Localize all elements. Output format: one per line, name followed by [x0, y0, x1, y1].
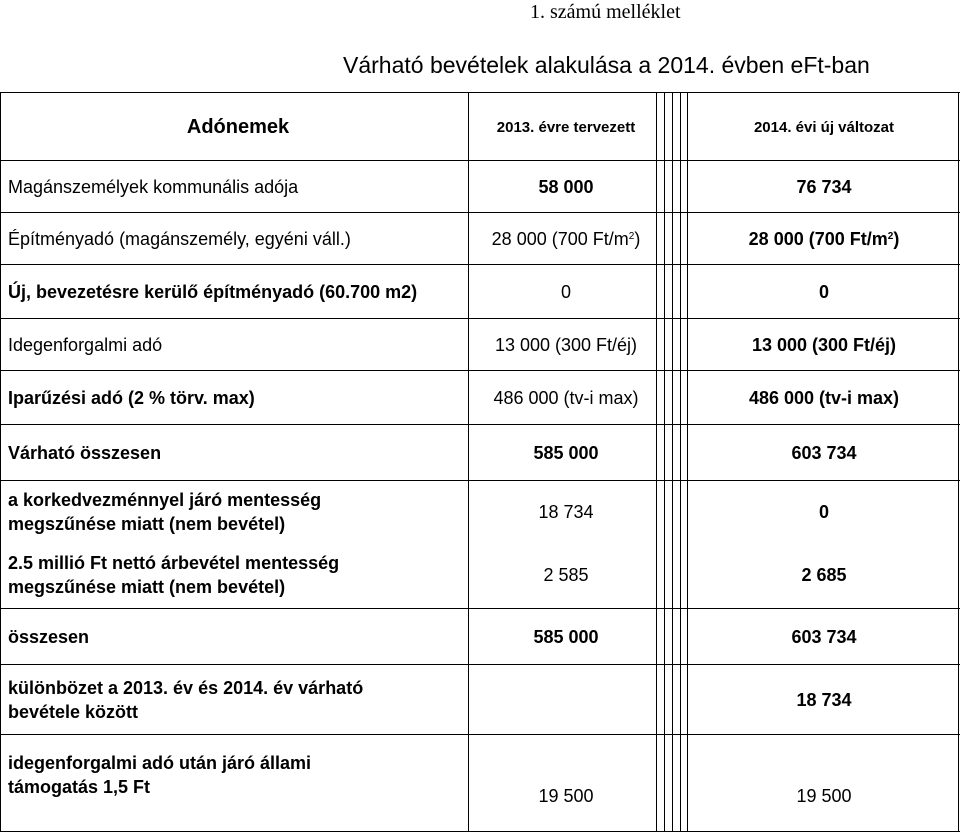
table-row [0, 542, 960, 608]
header-2013: 2013. évre tervezett [496, 118, 636, 136]
table-row [0, 264, 960, 318]
value-2014: 19 500 [796, 786, 852, 806]
value-2014: 18 734 [796, 689, 852, 710]
row-label: Új, bevezetésre kerülő építményadó (60.700 m2) [8, 281, 418, 302]
row-label-line: 2.5 millió Ft nettó árbevétel mentesség [8, 553, 340, 573]
value-2013 [478, 665, 654, 735]
value-2013: 0 [560, 281, 571, 302]
header-2014: 2014. évi új változat [753, 118, 895, 136]
row-label: Idegenforgalmi adó [8, 334, 163, 355]
row-label-line: támogatás 1,5 Ft [8, 777, 151, 797]
page-title: Várható bevételek alakulása a 2014. évben eFt-ban [343, 52, 870, 78]
row-label: Magánszemélyek kommunális adója [8, 176, 299, 197]
row-label-line: megszűnése miatt (nem bevétel) [8, 577, 286, 597]
value-2014: 76 734 [796, 176, 852, 197]
value-2014: 0 [818, 501, 829, 522]
row-label-line: a korkedvezménnyel járó mentesség [8, 490, 322, 510]
table-row [0, 160, 960, 212]
row-label [8, 481, 468, 543]
row-label: Építményadó (magánszemély, egyéni váll.) [8, 228, 351, 249]
table-row [0, 212, 960, 264]
value-2013: 2 585 [543, 564, 589, 585]
value-2013: 18 734 [538, 501, 594, 522]
table-row [0, 608, 960, 664]
annex-label: 1. számú melléklet [530, 1, 681, 23]
row-label: összesen [8, 626, 90, 647]
value-text: 28 000 (700 Ft/m [491, 228, 629, 249]
value-2013: 13 000 (300 Ft/éj) [494, 334, 638, 355]
table-row [0, 424, 960, 480]
table-row [0, 370, 960, 424]
value-2013: 585 000 [533, 442, 599, 463]
value-2014: 603 734 [791, 442, 857, 463]
row-label-line: bevétele között [8, 702, 139, 722]
row-label [8, 735, 468, 815]
table-row [0, 318, 960, 370]
row-label [8, 542, 468, 608]
value-2014: 28 000 (700 Ft/m $^2$ ) [748, 228, 900, 249]
value-text: ) [893, 228, 900, 249]
table-row [0, 480, 960, 542]
value-2014: 486 000 (tv-i max) [748, 387, 900, 408]
value-2014: 13 000 (300 Ft/éj) [751, 334, 897, 355]
header-adonemek: Adónemek [186, 115, 290, 138]
value-text: 28 000 (700 Ft/m [748, 228, 888, 249]
value-2014: 2 685 [801, 564, 847, 585]
value-2013: 28 000 (700 Ft/m $^2$ ) [491, 228, 641, 249]
row-label-line: különbözet a 2013. év és 2014. év várható [8, 678, 364, 698]
table-header [0, 92, 960, 160]
value-text: ) [634, 228, 641, 249]
value-2014: 0 [818, 281, 829, 302]
table-row [0, 664, 960, 734]
value-2013: 585 000 [533, 626, 599, 647]
row-label [8, 665, 468, 735]
row-label: Várható összesen [8, 442, 162, 463]
value-2014: 603 734 [791, 626, 857, 647]
row-label-line: megszűnése miatt (nem bevétel) [8, 514, 286, 534]
value-2013: 58 000 [538, 176, 594, 197]
row-label-line: idegenforgalmi adó után járó állami [8, 753, 312, 773]
value-2013: 19 500 [538, 786, 594, 806]
row-label: Iparűzési adó (2 % törv. max) [8, 387, 255, 408]
value-2013: 486 000 (tv-i max) [493, 387, 639, 408]
table-row [0, 734, 960, 832]
